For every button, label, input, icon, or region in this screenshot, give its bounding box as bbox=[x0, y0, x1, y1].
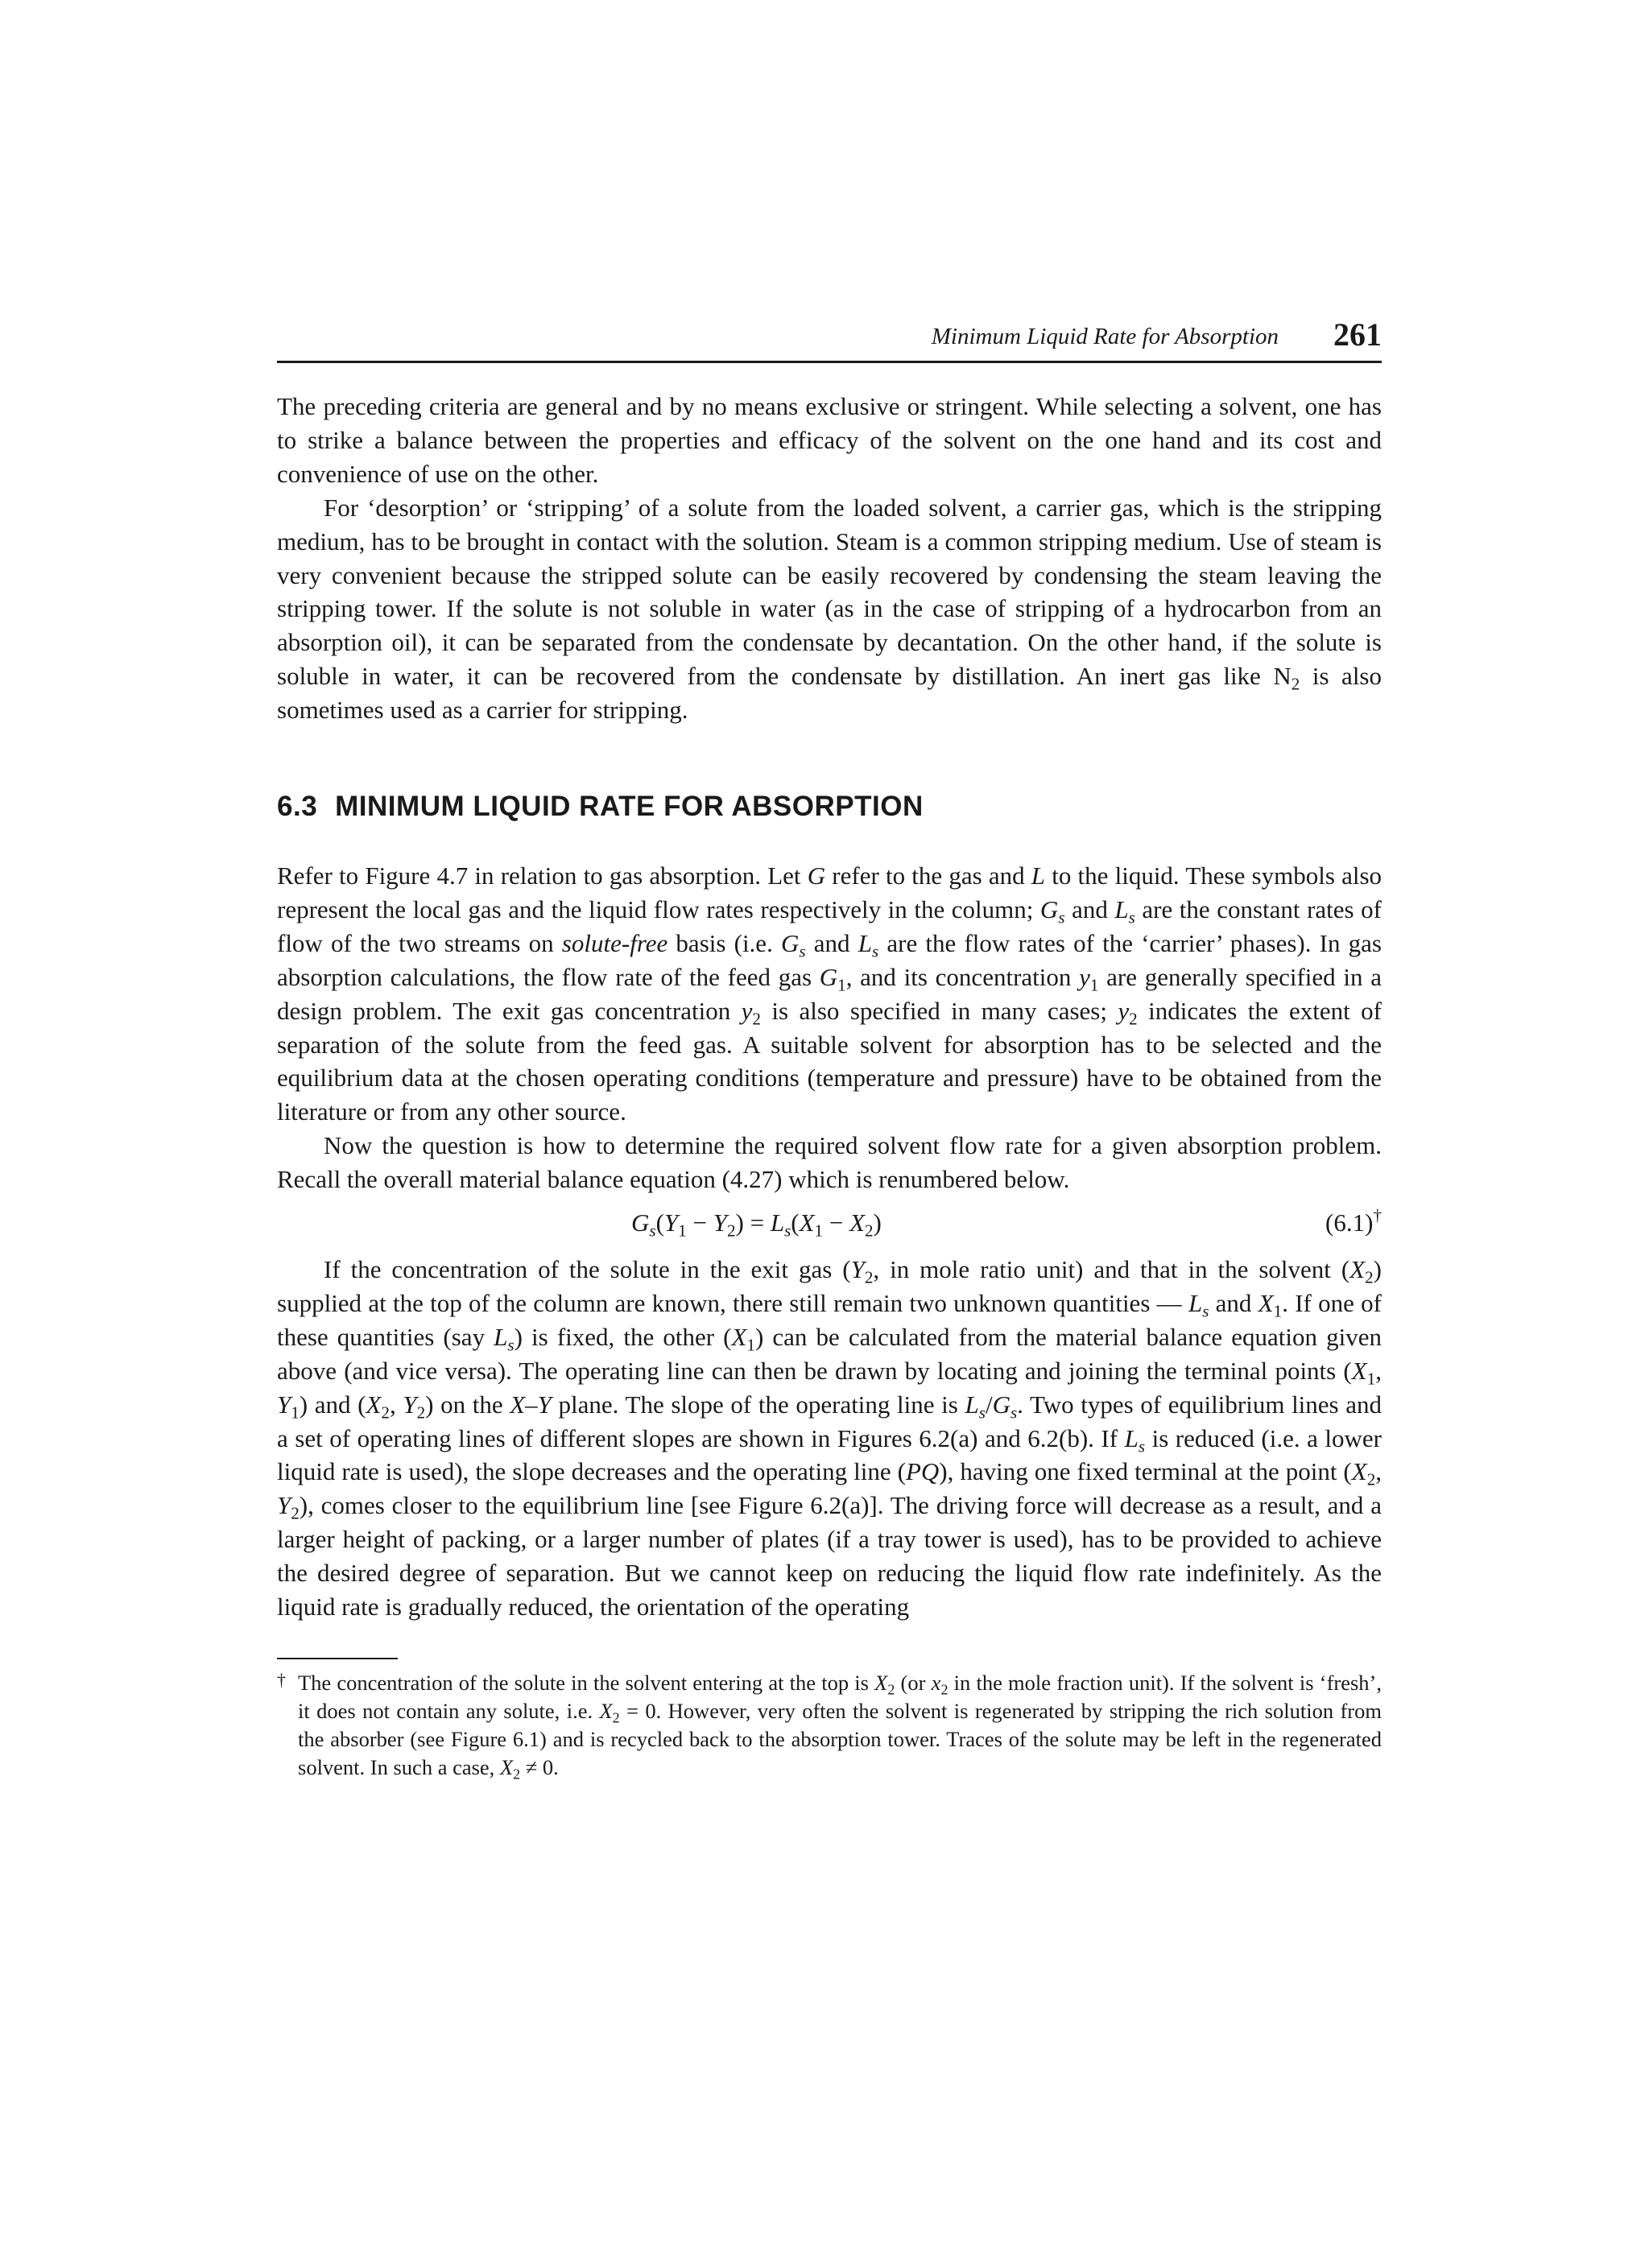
equation-body: $G_s(Y_1 - Y_2) = L_s(X_1 - X_2)$ bbox=[631, 1208, 882, 1241]
paragraph-concentration: If the concentration of the solute in the exit gas ($Y_2$, in mole ratio unit) and that in the solvent $(X_2)$ supplied at the top of the column are known, there still remain two unknown quantities — $L_s$ and $X_1$. If one of these quantities (say $L_s$) is fixed, the other $(X_1)$ can be calculated from the material balance equation given above (and vice versa). The operating line can then be drawn by locating and joining the terminal points ($X_1$, $Y_1$) and ($X_2$, $Y_2$) on the X–Y plane. The slope of the operating line is $L_s/G_s$. Two types of equilibrium lines and a set of operating lines of different slopes are shown in Figures 6.2(a) and 6.2(b). If $L_s$ is reduced (i.e. a lower liquid rate is used), the slope decreases and the operating line (PQ), having one fixed terminal at the point ($X_2$, $Y_2$), comes closer to the equilibrium line [see Figure 6.2(a)]. The driving force will decrease as a result, and a larger height of packing, or a larger number of plates (if a tray tower is used), has to be provided to achieve the desired degree of separation. But we cannot keep on reducing the liquid flow rate indefinitely. As the liquid rate is gradually reduced, the orientation of the operating bbox=[277, 1255, 1382, 1621]
equation-6-1 bbox=[277, 1201, 1382, 1246]
paragraph-criteria: The preceding criteria are general and by no means exclusive or stringent. While selecting a solvent, one has to strike a balance between the properties and efficacy of the solvent on the one hand and its cost and convenience of use on the other. bbox=[277, 392, 1382, 488]
footnote: † The concentration of the solute in the solvent entering at the top is $X_2$ (or $x_2$ in the mole fraction unit). If the solvent is ‘fresh’, it does not contain any solute, i.e. $X_2 = 0$. However, very often the solvent is regenerated by stripping the rich solution from the absorber (see Figure 6.1) and is recycled back to the absorption tower. Traces of the solute may be left in the regenerated solvent. In such a case, $X_2 \ne 0$. bbox=[277, 1669, 1382, 1782]
page-number: 261 bbox=[1333, 316, 1382, 353]
header-rule bbox=[277, 361, 1382, 363]
section-title: MINIMUM LIQUID RATE FOR ABSORPTION bbox=[335, 791, 924, 823]
equation-number: (6.1)† bbox=[1325, 1205, 1382, 1237]
running-header bbox=[277, 316, 1382, 364]
paragraph-stripping: For ‘desorption’ or ‘stripping’ of a solute from the loaded solvent, a carrier gas, which is the stripping medium, has to be brought in contact with the solution. Steam is a common stripping medium. Use of steam is very convenient because the stripped solute can be easily recovered by condensing the steam leaving the stripping tower. If the solute is not soluble in water (as in the case of stripping of a hydrocarbon from an absorption oil), it can be separated from the condensate by decantation. On the other hand, if the solute is soluble in water, it can be recovered from the condensate by distillation. An inert gas like $N_2$ is also sometimes used as a carrier for stripping. bbox=[277, 493, 1382, 725]
paragraph-refer: Refer to Figure 4.7 in relation to gas absorption. Let G refer to the gas and L to the liquid. These symbols also represent the local gas and the liquid flow rates respectively in the column; $G_s$ and $L_s$ are the constant rates of flow of the two streams on solute-free basis (i.e. $G_s$ and $L_s$ are the flow rates of the ‘carrier’ phases). In gas absorption calculations, the flow rate of the feed gas $G_1$, and its concentration $y_1$ are generally specified in a design problem. The exit gas concentration $y_2$ is also specified in many cases; $y_2$ indicates the extent of separation of the solute from the feed gas. A suitable solvent for absorption has to be selected and the equilibrium data at the chosen operating conditions (temperature and pressure) have to be obtained from the literature or from any other source. bbox=[277, 861, 1382, 1126]
section-number: 6.3 bbox=[277, 791, 318, 823]
running-title: Minimum Liquid Rate for Absorption bbox=[931, 324, 1279, 349]
paragraph-question: Now the question is how to determine the required solvent flow rate for a given absorption problem. Recall the overall material balance equation (4.27) which is renumbered below. bbox=[277, 1131, 1382, 1194]
body-text bbox=[277, 390, 1382, 1782]
footnote-rule bbox=[277, 1658, 398, 1659]
footnote-mark: † bbox=[277, 1670, 286, 1690]
section-heading bbox=[277, 790, 1382, 824]
